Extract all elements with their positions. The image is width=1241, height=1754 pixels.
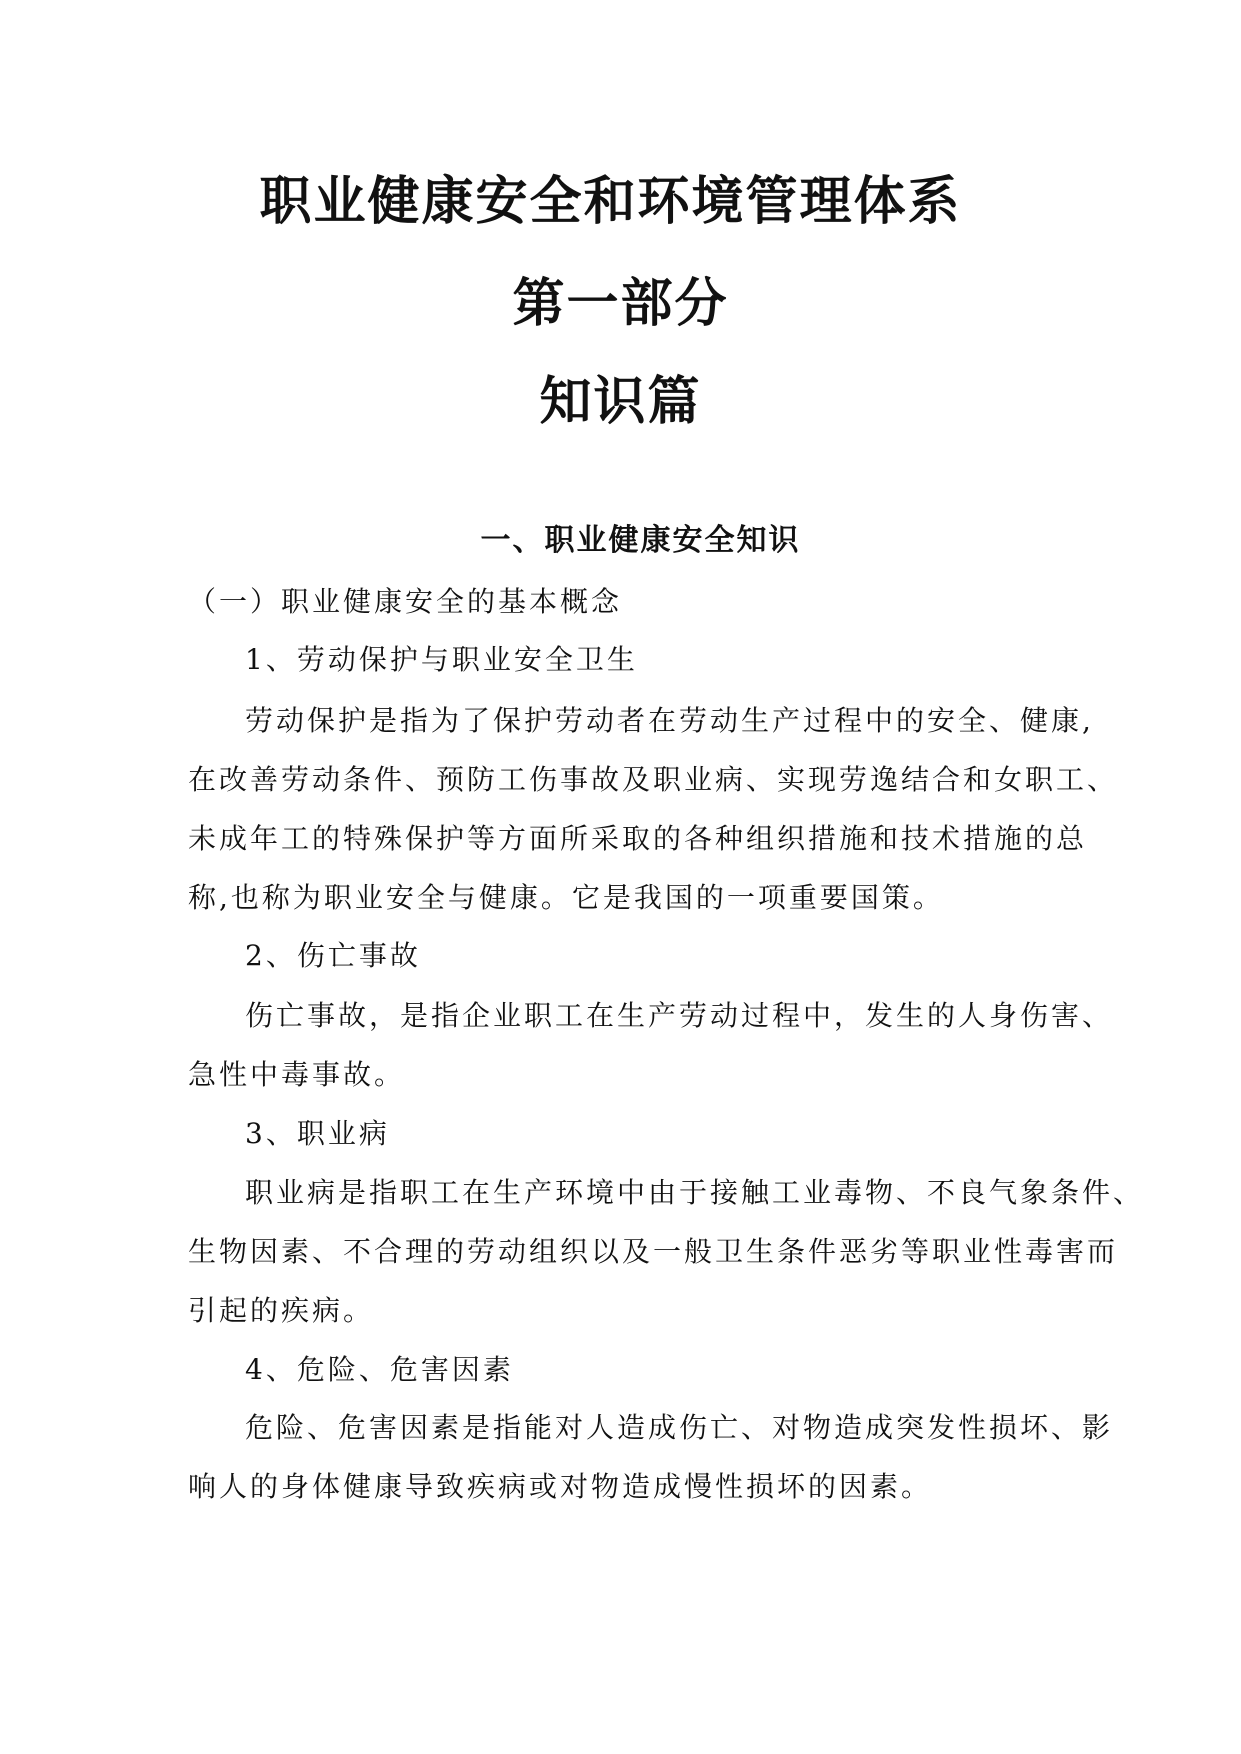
item-heading: 4、危险、危害因素 (245, 1353, 514, 1386)
paragraph-line: 称,也称为职业安全与健康。它是我国的一项重要国策。 (188, 881, 944, 914)
paragraph-line: 急性中毒事故。 (188, 1058, 406, 1091)
part-subtitle: 知识篇 (539, 371, 702, 432)
item-heading: 3、职业病 (245, 1117, 390, 1150)
document-title: 职业健康安全和环境管理体系 (259, 171, 962, 232)
paragraph-line: 伤亡事故，是指企业职工在生产劳动过程中，发生的人身伤害、 (245, 999, 1114, 1032)
item-heading: 2、伤亡事故 (245, 939, 421, 972)
paragraph-line: 在改善劳动条件、预防工伤事故及职业病、实现劳逸结合和女职工、 (188, 763, 1119, 796)
paragraph-line: 生物因素、不合理的劳动组织以及一般卫生条件恶劣等职业性毒害而 (188, 1235, 1119, 1268)
paragraph-line: 职业病是指职工在生产环境中由于接触工业毒物、不良气象条件、 (245, 1176, 1145, 1209)
paragraph-line: 响人的身体健康导致疾病或对物造成慢性损坏的因素。 (188, 1470, 933, 1503)
paragraph-line: 劳动保护是指为了保护劳动者在劳动生产过程中的安全、健康, (245, 704, 1094, 737)
item-heading: 1、劳动保护与职业安全卫生 (245, 643, 638, 676)
subsection-heading: （一）职业健康安全的基本概念 (188, 585, 623, 618)
part-title: 第一部分 (512, 273, 729, 334)
paragraph-line: 引起的疾病。 (188, 1294, 375, 1327)
paragraph-line: 危险、危害因素是指能对人造成伤亡、对物造成突发性损坏、影 (245, 1411, 1114, 1444)
section-heading: 一、职业健康安全知识 (480, 523, 801, 558)
paragraph-line: 未成年工的特殊保护等方面所采取的各种组织措施和技术措施的总 (188, 822, 1088, 855)
